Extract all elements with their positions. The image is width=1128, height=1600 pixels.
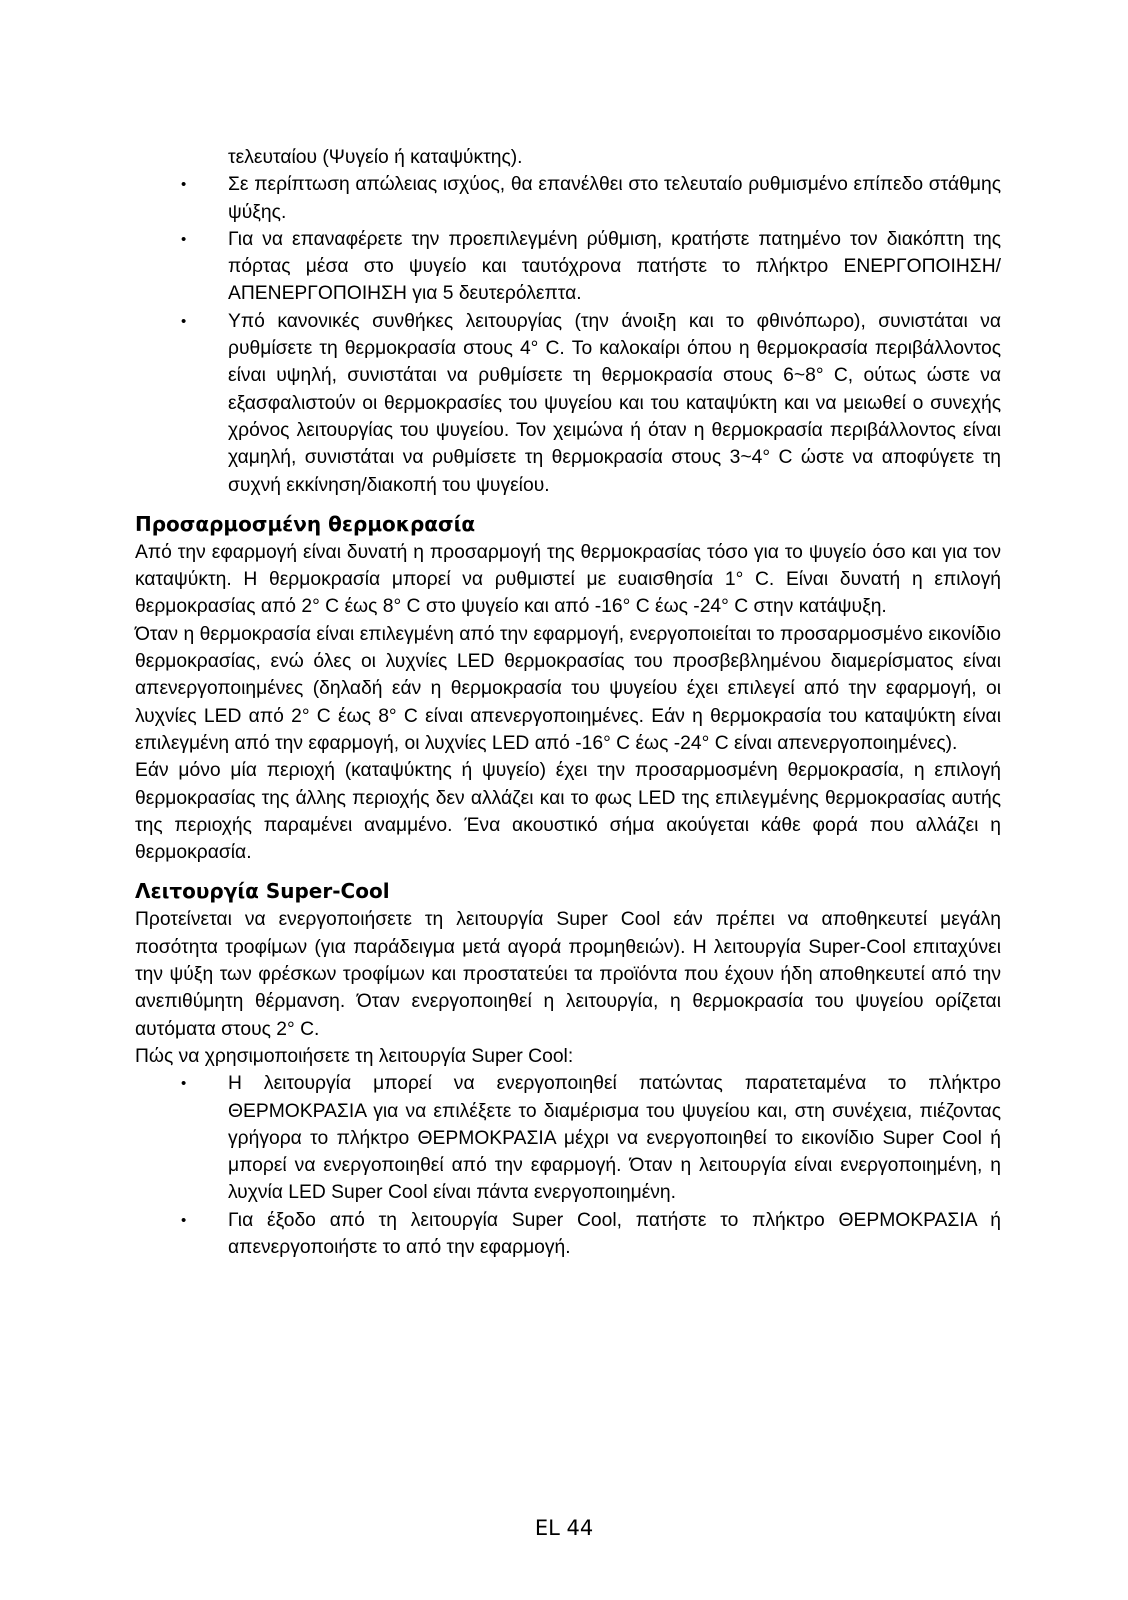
paragraph: Προτείνεται να ενεργοποιήσετε τη λειτουργία Super Cool εάν πρέπει να αποθηκευτεί μεγάλη ποσότητα τροφίμων (για παράδειγμα μετά αγορά προμηθειών). Η λειτουργία Super-Cool επιταχύνει την ψύξη των φρέσκων τροφίμων και προστατεύει τα προϊόντα που έχουν ήδη αποθηκευτεί από την ανεπιθύμητη θέρμανση. Όταν ενεργοποιηθεί η λειτουργία, η θερμοκρασία του ψυγείου ορίζεται αυτόματα στους 2° C. [135, 909, 1001, 1040]
bullet-icon: • [181, 176, 187, 194]
list-item [135, 1070, 1001, 1206]
list-item [135, 226, 1001, 308]
list-item-text: Υπό κανονικές συνθήκες λειτουργίας (την άνοιξη και το φθινόπωρο), συνιστάται να ρυθμίσετε τη θερμοκρασία στους 4° C. Το καλοκαίρι όπου η θερμοκρασία περιβάλλοντος είναι υψηλή, συνιστάται να ρυθμίσετε τη θερμοκρασία στους 6~8° C, ούτως ώστε να εξασφαλιστούν οι θερμοκρασίες του ψυγείου και του καταψύκτη και να μειωθεί ο συνεχής χρόνος λειτουργίας του ψυγείου. Τον χειμώνα ή όταν η θερμοκρασία περιβάλλοντος είναι χαμηλή, συνιστάται να ρυθμίσετε τη θερμοκρασία στους 3~4° C ώστε να αποφύγετε τη συχνή εκκίνηση/διακοπή του ψυγείου. [228, 310, 1001, 496]
bullet-list-top [135, 171, 1001, 499]
bullet-icon: • [181, 230, 187, 248]
list-item-text: Η λειτουργία μπορεί να ενεργοποιηθεί πατώντας παρατεταμένα το πλήκτρο ΘΕΡΜΟΚΡΑΣΙΑ για να επιλέξετε το διαμέρισμα του ψυγείου και, στη συνέχεια, πιέζοντας γρήγορα το πλήκτρο ΘΕΡΜΟΚΡΑΣΙΑ μέχρι να ενεργοποιηθεί το εικονίδιο Super Cool ή μπορεί να ενεργοποιηθεί από την εφαρμογή. Όταν η λειτουργία είναι ενεργοποιημένη, η λυχνία LED Super Cool είναι πάντα ενεργοποιημένη. [228, 1073, 1001, 1204]
bullet-list-super-cool [135, 1070, 1001, 1261]
paragraph: Πώς να χρησιμοποιήσετε τη λειτουργία Super Cool: [135, 1045, 574, 1067]
list-item-text: Για να επαναφέρετε την προεπιλεγμένη ρύθμιση, κρατήστε πατημένο τον διακόπτη της πόρτας μέσα στο ψυγείο και ταυτόχρονα πατήστε το πλήκτρο ΕΝΕΡΓΟΠΟΙΗΣΗ/ΑΠΕΝΕΡΓΟΠΟΙΗΣΗ για 5 δευτερόλεπτα. [228, 228, 1001, 305]
continuation-text: τελευταίου (Ψυγείο ή καταψύκτης). [228, 147, 523, 168]
section-heading-custom-temperature: Προσαρμοσμένη θερμοκρασία [135, 511, 476, 536]
list-item-text: Για έξοδο από τη λειτουργία Super Cool, πατήστε το πλήκτρο ΘΕΡΜΟΚΡΑΣΙΑ ή απενεργοποιήστε το από την εφαρμογή. [228, 1209, 1001, 1258]
paragraph: Από την εφαρμογή είναι δυνατή η προσαρμογή της θερμοκρασίας τόσο για το ψυγείο όσο και για τον καταψύκτη. Η θερμοκρασία μπορεί να ρυθμιστεί με ευαισθησία 1° C. Είναι δυνατή η επιλογή θερμοκρασίας από 2° C έως 8° C στο ψυγείο και από -16° C έως -24° C στην κατάψυξη. [135, 541, 1001, 618]
paragraph: Εάν μόνο μία περιοχή (καταψύκτης ή ψυγείο) έχει την προσαρμοσμένη θερμοκρασία, η επιλογή θερμοκρασίας της άλλης περιοχής δεν αλλάζει και το φως LED της επιλεγμένης θερμοκρασίας αυτής της περιοχής παραμένει αναμμένο. Ένα ακουστικό σήμα ακούγεται κάθε φορά που αλλάζει η θερμοκρασία. [135, 760, 1001, 864]
bullet-icon: • [181, 1075, 187, 1093]
list-item [135, 171, 1001, 226]
page-number: EL 44 [534, 1516, 594, 1540]
bullet-icon: • [181, 1211, 187, 1229]
list-item [135, 308, 1001, 499]
list-item [135, 1207, 1001, 1262]
section-heading-super-cool: Λειτουργία Super-Cool [135, 879, 390, 904]
bullet-icon: • [181, 312, 187, 330]
paragraph: Όταν η θερμοκρασία είναι επιλεγμένη από την εφαρμογή, ενεργοποιείται το προσαρμοσμένο εικονίδιο θερμοκρασίας, ενώ όλες οι λυχνίες LED θερμοκρασίας του προσβεβλημένου διαμερίσματος είναι απενεργοποιημένες (δηλαδή εάν η θερμοκρασία του ψυγείου έχει επιλεγεί από την εφαρμογή, οι λυχνίες LED από 2° C έως 8° C είναι απενεργοποιημένες. Εάν η θερμοκρασία του καταψύκτη είναι επιλεγμένη από την εφαρμογή, οι λυχνίες LED από -16° C έως -24° C είναι απενεργοποιημένες). [135, 623, 1001, 754]
list-item-text: Σε περίπτωση απώλειας ισχύος, θα επανέλθει στο τελευταίο ρυθμισμένο επίπεδο στάθμης ψύξης. [228, 174, 1001, 223]
page-content [135, 144, 1001, 1261]
